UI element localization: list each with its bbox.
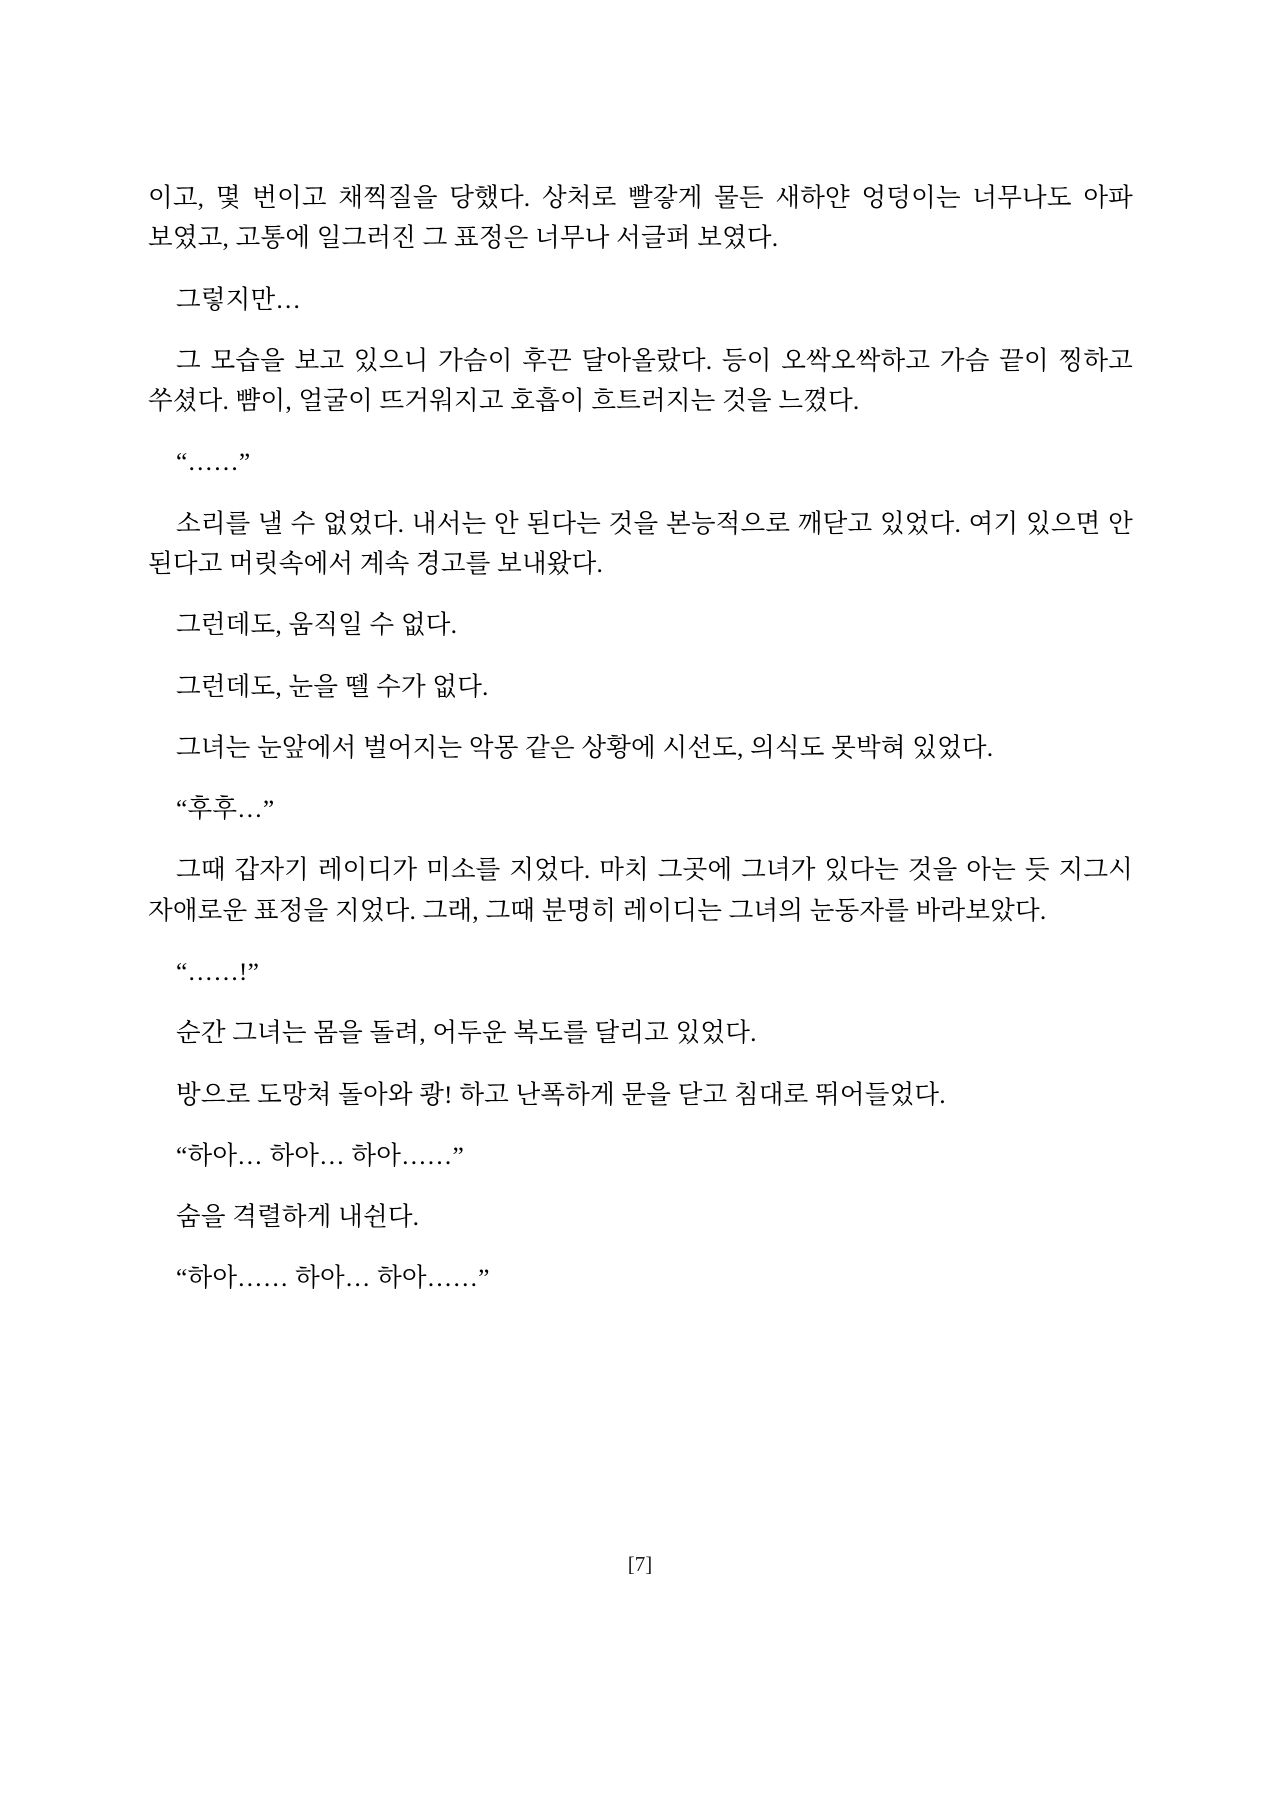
- paragraph: 그녀는 눈앞에서 벌어지는 악몽 같은 상황에 시선도, 의식도 못박혀 있었다.: [176, 732, 994, 762]
- paragraph: “……!”: [176, 956, 260, 986]
- paragraph: “……”: [176, 447, 251, 477]
- page-body-text: [148, 178, 1133, 1320]
- paragraph: 소리를 낼 수 없었다. 내서는 안 된다는 것을 본능적으로 깨닫고 있었다. 여기 있으면 안 된다고 머릿속에서 계속 경고를 보내왔다.: [148, 508, 1133, 578]
- paragraph: 그 모습을 보고 있으니 가슴이 후끈 달아올랐다. 등이 오싹오싹하고 가슴 끝이 찡하고 쑤셨다. 뺨이, 얼굴이 뜨거워지고 호흡이 흐트러지는 것을 느꼈다.: [148, 345, 1133, 416]
- paragraph: “후후…”: [176, 794, 275, 824]
- paragraph: 그때 갑자기 레이디가 미소를 지었다. 마치 그곳에 그녀가 있다는 것을 아는 듯 지그시 자애로운 표정을 지었다. 그래, 그때 분명히 레이디는 그녀의 눈동자를 바라보았다.: [148, 855, 1133, 925]
- paragraph: 숨을 격렬하게 내쉰다.: [176, 1202, 420, 1232]
- paragraph: 그렇지만…: [176, 284, 302, 314]
- paragraph: 그런데도, 움직일 수 없다.: [176, 610, 458, 640]
- paragraph: “하아… 하아… 하아……”: [176, 1140, 464, 1170]
- paragraph: 순간 그녀는 몸을 돌려, 어두운 복도를 달리고 있었다.: [176, 1018, 757, 1048]
- paragraph: “하아…… 하아… 하아……”: [176, 1263, 490, 1293]
- paragraph: 그런데도, 눈을 뗄 수가 없다.: [176, 671, 489, 701]
- page-number: [7]: [627, 1552, 653, 1576]
- paragraph: 이고, 몇 번이고 채찍질을 당했다. 상처로 빨갛게 물든 새하얀 엉덩이는 너무나도 아파 보였고, 고통에 일그러진 그 표정은 너무나 서글퍼 보였다.: [148, 183, 1133, 253]
- paragraph: 방으로 도망쳐 돌아와 쾅! 하고 난폭하게 문을 닫고 침대로 뛰어들었다.: [176, 1079, 946, 1109]
